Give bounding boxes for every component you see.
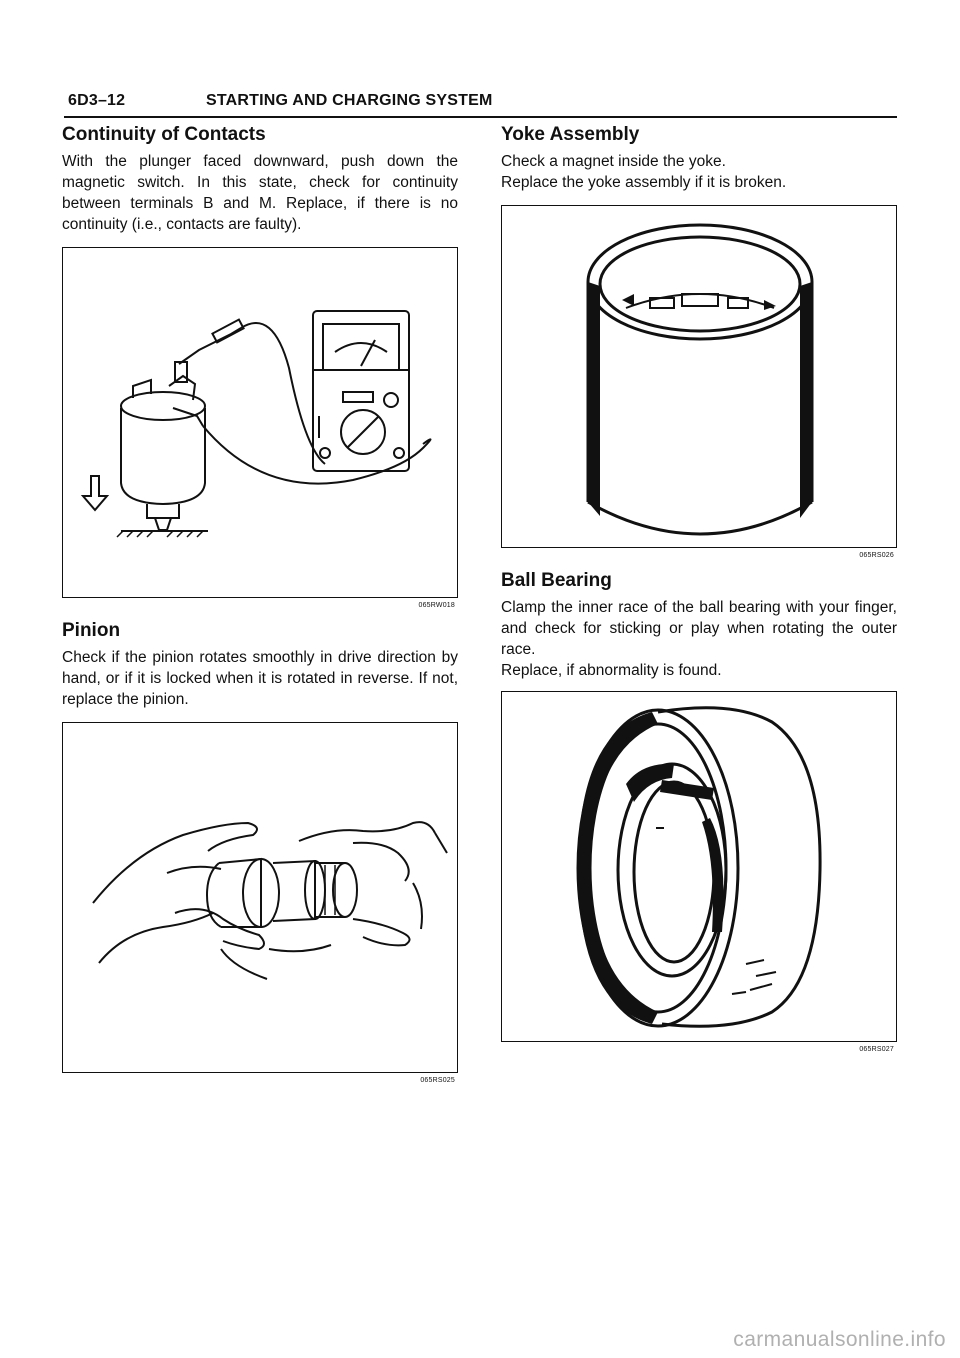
pinion-heading: Pinion xyxy=(62,620,121,641)
bearing-text: Clamp the inner race of the ball bearing with your finger, and check for sticking or play when rotating the outer race. xyxy=(501,599,897,658)
continuity-text: With the plunger faced downward, push down the magnetic switch. In this state, check for continuity between terminals B and M. Replace, if there is no continuity (i.e., contacts are faulty). xyxy=(62,153,458,233)
watermark: carmanualsonline.info xyxy=(733,1328,946,1351)
yoke-figure xyxy=(501,205,897,559)
figure-code: 065RW018 xyxy=(418,602,455,609)
left-column xyxy=(62,124,458,1084)
page-number: 6D3–12 xyxy=(68,92,126,109)
magnetic-switch-multimeter-illustration xyxy=(63,248,457,597)
continuity-heading: Continuity of Contacts xyxy=(62,124,266,145)
hands-holding-pinion-illustration xyxy=(63,723,457,1072)
bearing-text-line-2: Replace, if abnormality is found. xyxy=(501,662,722,679)
figure-code: 065RS027 xyxy=(859,1046,894,1053)
section-title: STARTING AND CHARGING SYSTEM xyxy=(206,92,493,109)
ball-bearing-illustration xyxy=(502,692,896,1041)
bearing-figure xyxy=(501,691,897,1053)
bearing-heading: Ball Bearing xyxy=(501,570,612,591)
figure-code: 065RS025 xyxy=(420,1077,455,1084)
yoke-text-line-2: Replace the yoke assembly if it is broken. xyxy=(501,174,787,191)
yoke-heading: Yoke Assembly xyxy=(501,124,640,145)
continuity-figure xyxy=(62,247,458,609)
yoke-assembly-illustration xyxy=(502,206,896,547)
pinion-text: Check if the pinion rotates smoothly in drive direction by hand, or if it is locked when it is rotated in reverse. If not, replace the pinion. xyxy=(62,649,458,708)
pinion-figure xyxy=(62,722,458,1084)
figure-code: 065RS026 xyxy=(859,552,894,559)
page-header xyxy=(64,90,897,118)
yoke-text-line-1: Check a magnet inside the yoke. xyxy=(501,153,726,170)
right-column xyxy=(501,124,897,1053)
